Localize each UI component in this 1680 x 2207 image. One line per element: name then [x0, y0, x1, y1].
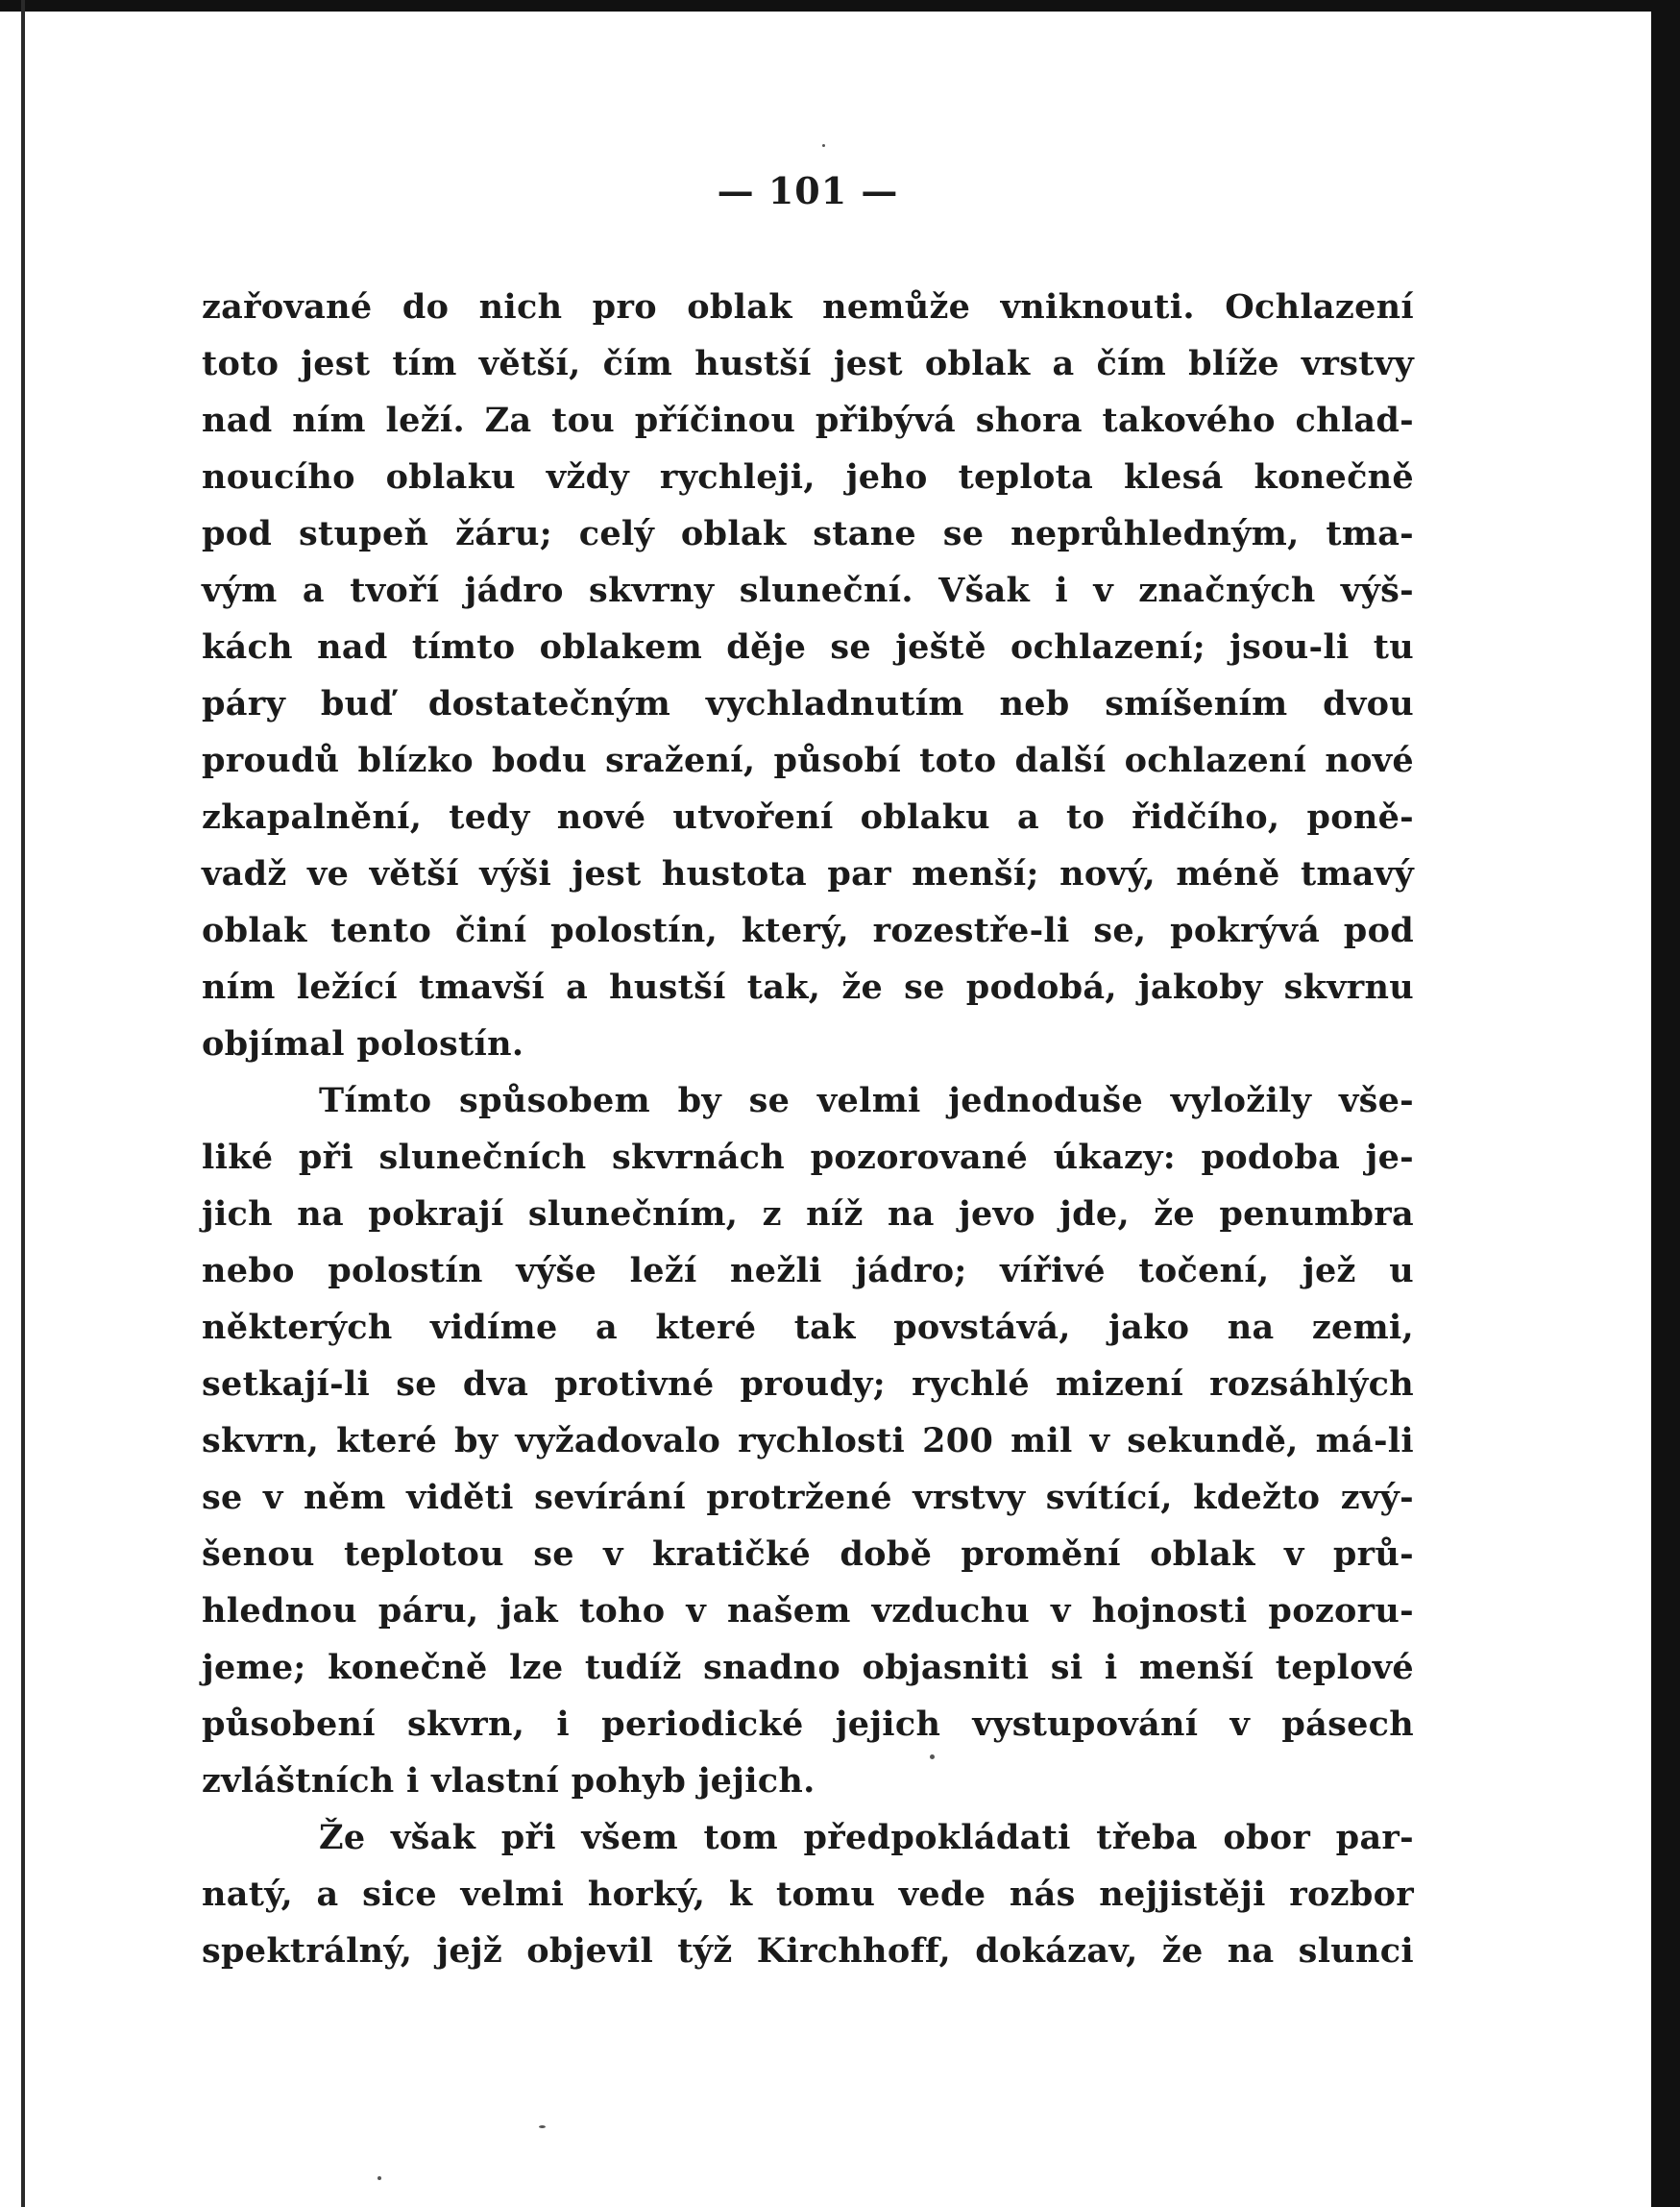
- text-line: se v něm viděti sevírání protržené vrstvy svítící, kdežto zvý-: [202, 1478, 1414, 1517]
- text-line: některých vidíme a které tak povstává, jako na zemi,: [202, 1308, 1414, 1347]
- text-line: liké při slunečních skvrnách pozorované úkazy: podoba je-: [202, 1138, 1414, 1177]
- scan-border-right: [1651, 0, 1680, 2207]
- text-line: vým a tvoří jádro skvrny sluneční. Však i v značných výš-: [202, 571, 1414, 610]
- text-line: nebo polostín výše leží nežli jádro; vířivé točení, jež u: [202, 1251, 1414, 1290]
- text-line: jich na pokrají slunečním, z níž na jevo jde, že penumbra: [202, 1194, 1414, 1234]
- paragraph-start-line: Že však při všem tom předpokládati třeba obor par-: [319, 1818, 1414, 1857]
- scan-border-left: [21, 0, 25, 2207]
- text-line: natý, a sice velmi horký, k tomu vede nás nejjistěji rozbor: [202, 1875, 1414, 1914]
- paragraph-start-line: Tímto spůsobem by se velmi jednoduše vyložily vše-: [319, 1081, 1414, 1120]
- text-line: skvrn, které by vyžadovalo rychlosti 200 mil v sekundě, má-li: [202, 1421, 1414, 1460]
- text-line: hlednou páru, jak toho v našem vzduchu v hojnosti pozoru-: [202, 1591, 1414, 1631]
- text-line: vadž ve větší výši jest hustota par menší; nový, méně tmavý: [202, 854, 1414, 894]
- scan-speck: [377, 2176, 381, 2180]
- text-line: toto jest tím větší, čím hustší jest oblak a čím blíže vrstvy: [202, 344, 1414, 383]
- text-line: jeme; konečně lze tudíž snadno objasniti si i menší teplové: [202, 1648, 1414, 1687]
- text-line: zvláštních i vlastní pohyb jejich.: [202, 1761, 816, 1801]
- book-page: [202, 0, 1414, 2207]
- page-body-text: [202, 279, 1414, 1979]
- text-line: páry buď dostatečným vychladnutím neb smíšením dvou: [202, 684, 1414, 723]
- text-line: noucího oblaku vždy rychleji, jeho teplota klesá konečně: [202, 457, 1414, 497]
- scan-speck: [822, 144, 825, 147]
- text-line: nad ním leží. Za tou příčinou přibývá shora takového chlad-: [202, 401, 1414, 440]
- text-line: ním ležící tmavší a hustší tak, že se podobá, jakoby skvrnu: [202, 968, 1414, 1007]
- text-line: objímal polostín.: [202, 1024, 524, 1064]
- text-line: oblak tento činí polostín, který, rozestře-li se, pokrývá pod: [202, 911, 1414, 950]
- text-line: zařované do nich pro oblak nemůže vniknouti. Ochlazení: [202, 287, 1414, 327]
- scan-speck: [539, 2125, 546, 2128]
- text-line: kách nad tímto oblakem děje se ještě ochlazení; jsou-li tu: [202, 627, 1414, 667]
- text-line: setkají-li se dva protivné proudy; rychlé mizení rozsáhlých: [202, 1364, 1414, 1404]
- text-line: spektrálný, jejž objevil týž Kirchhoff, dokázav, že na slunci: [202, 1931, 1414, 1971]
- text-line: pod stupeň žáru; celý oblak stane se neprůhledným, tma-: [202, 514, 1414, 553]
- text-line: proudů blízko bodu sražení, působí toto další ochlazení nové: [202, 741, 1414, 780]
- page-number: — 101 —: [717, 169, 899, 212]
- text-line: působení skvrn, i periodické jejich vystupování v pásech: [202, 1704, 1414, 1744]
- scan-speck: [930, 1754, 935, 1759]
- text-line: šenou teplotou se v kratičké době promění oblak v prů-: [202, 1534, 1414, 1574]
- text-line: zkapalnění, tedy nové utvoření oblaku a to řidčího, poně-: [202, 797, 1414, 837]
